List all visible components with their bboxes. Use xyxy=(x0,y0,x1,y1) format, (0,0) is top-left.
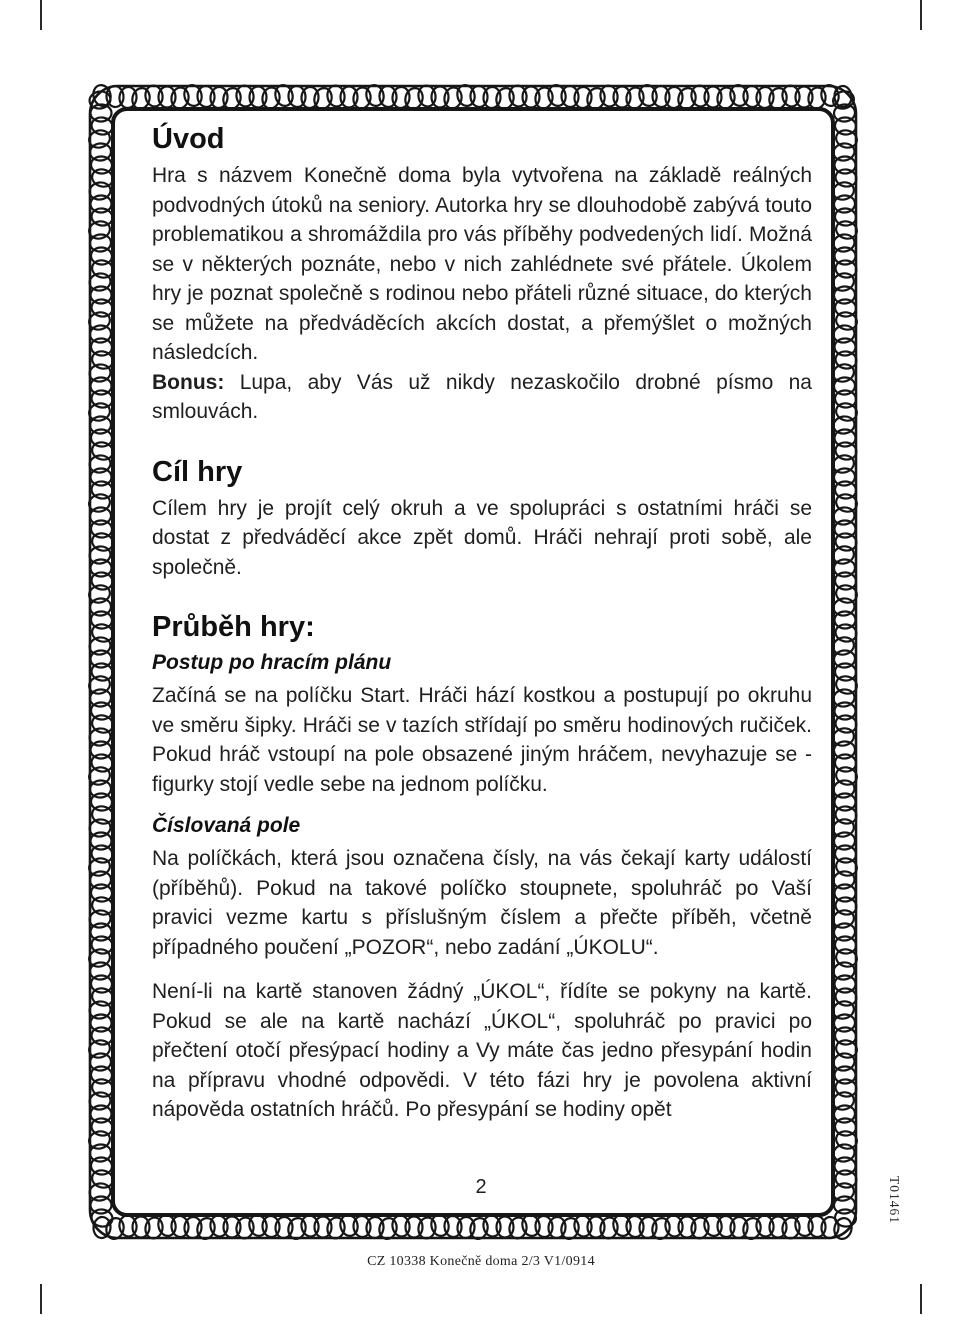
section-heading-uvod: Úvod xyxy=(152,123,225,155)
intro-paragraph: Hra s názvem Konečně doma byla vytvořena na základě reálných podvodných útoků na seniory. Autorka hry se dlouhodobě zabývá touto problematikou a shromáždila pro vás příběhy podvedených lidí. Možná se v některých poznáte, nebo v nich zahlédnete své přátele. Úkolem hry je poznat společně s rodinou nebo přáteli různé situace, do kterých se můžete na předváděcích akcích dostat, a přemýšlet o možných následcích. xyxy=(152,164,812,364)
page-content xyxy=(152,122,812,1125)
bonus-text: Lupa, aby Vás už nikdy nezaskočilo drobné písmo na smlouvách. xyxy=(152,370,812,423)
subsection-title-cislovana-pole: Číslovaná pole xyxy=(152,814,301,837)
side-code: T01461 xyxy=(887,1176,902,1224)
intro-bonus-paragraph xyxy=(152,368,812,427)
subsection-title-postup: Postup po hracím plánu xyxy=(152,651,392,674)
subsection-paragraph-cislovana-pole: Na políčkách, která jsou označena čísly, na vás čekají karty událostí (příběhů). Pokud na takové políčko stoupnete, spoluhráč po Vaší pravici vezme kartu s příslušným číslem a přečte příběh, včetně případného poučení „POZOR“, nebo zadání „ÚKOLU“. xyxy=(152,847,812,959)
bonus-label: Bonus: xyxy=(152,370,225,394)
section-heading-cil-hry: Cíl hry xyxy=(152,455,243,488)
page-number: 2 xyxy=(475,1176,487,1198)
section-heading-prubeh-hry: Průběh hry: xyxy=(152,611,315,643)
subsection-paragraph-postup: Začíná se na políčku Start. Hráči hází kostkou a postupují po okruhu ve směru šipky. Hráči se v tazích střídají po směru hodinových ručiček. Pokud hráč vstoupí na pole obsazené jiným hráčem, nevyhazuje se - figurky stojí vedle sebe na jednom políčku. xyxy=(152,684,812,796)
goal-paragraph: Cílem hry je projít celý okruh a ve spolupráci s ostatními hráči se dostat z předváděcí akce zpět domů. Hráči nehrají proti sobě, ale společně. xyxy=(152,496,812,579)
gameplay-extra-paragraph: Není-li na kartě stanoven žádný „ÚKOL“, řídíte se pokyny na kartě. Pokud se ale na kartě nachází „ÚKOL“, spoluhráč po pravici po přečtení otočí přesýpací hodiny a Vy máte čas jedno přesypání hodin na přípravu vhodné odpovědi. V této fázi hry je povolena aktivní nápověda ostatních hráčů. Po přesypání se hodiny opět xyxy=(152,980,812,1121)
footer-caption: CZ 10338 Konečně doma 2/3 V1/0914 xyxy=(367,1254,595,1269)
